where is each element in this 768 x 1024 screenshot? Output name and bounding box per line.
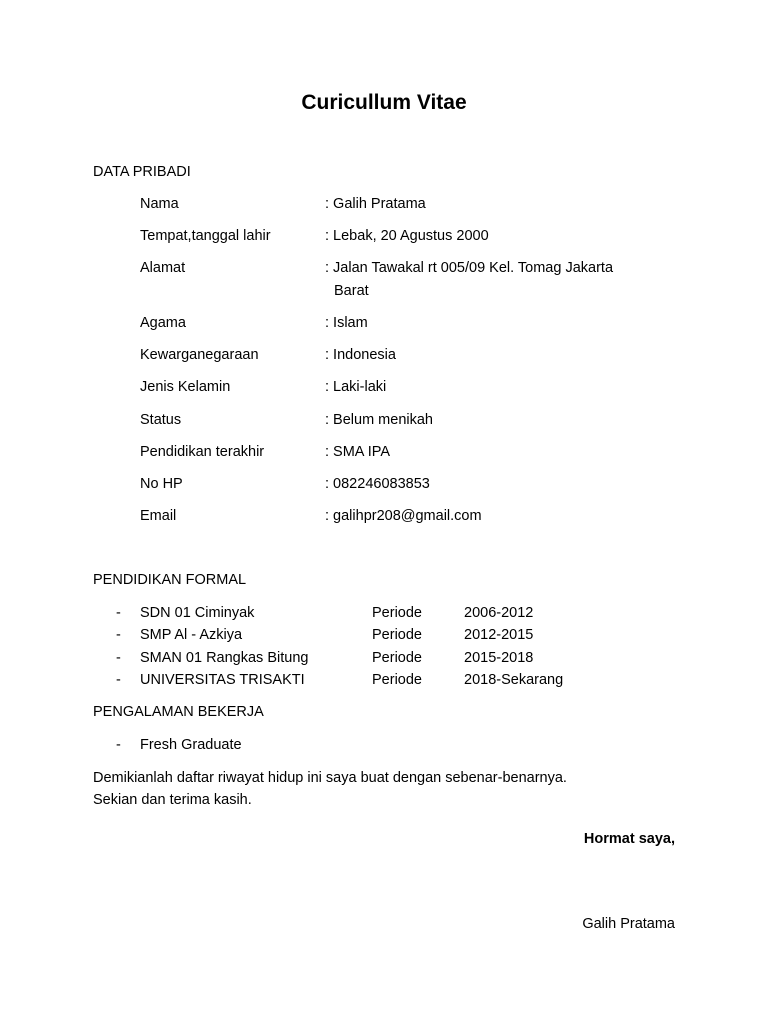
closing-line-1: Demikianlah daftar riwayat hidup ini saya buat dengan sebenar-benarnya. <box>93 770 567 786</box>
list-bullet: - <box>116 672 121 688</box>
field-value-ttl: : Lebak, 20 Agustus 2000 <box>325 228 489 244</box>
field-label-no-hp: No HP <box>140 476 183 492</box>
signature-greeting: Hormat saya, <box>583 831 675 847</box>
field-label-agama: Agama <box>140 315 186 331</box>
list-bullet: - <box>116 627 121 643</box>
education-school: SMP Al - Azkiya <box>140 627 243 643</box>
field-label-ttl: Tempat,tanggal lahir <box>140 228 271 244</box>
field-label-jenis-kelamin: Jenis Kelamin <box>140 379 231 395</box>
education-years: 2018-Sekarang <box>464 672 564 688</box>
education-school: SDN 01 Ciminyak <box>140 605 255 621</box>
signature-name: Galih Pratama <box>582 916 675 932</box>
page-title: Curicullum Vitae <box>301 91 467 114</box>
field-label-kewarganegaraan: Kewarganegaraan <box>140 347 259 363</box>
field-value-pendidikan-terakhir: : SMA IPA <box>325 444 391 460</box>
list-bullet: - <box>116 605 121 621</box>
field-value-no-hp: : 082246083853 <box>325 476 430 492</box>
field-value-jenis-kelamin: : Laki-laki <box>325 379 387 395</box>
field-label-status: Status <box>140 412 182 428</box>
field-label-pendidikan-terakhir: Pendidikan terakhir <box>140 444 265 460</box>
field-value-alamat-cont: Barat <box>334 283 369 299</box>
education-school: UNIVERSITAS TRISAKTI <box>140 672 305 688</box>
education-periode: Periode <box>372 605 422 621</box>
experience-item: Fresh Graduate <box>140 737 242 753</box>
field-value-agama: : Islam <box>325 315 368 331</box>
field-value-kewarganegaraan: : Indonesia <box>325 347 396 363</box>
closing-line-2: Sekian dan terima kasih. <box>93 792 252 808</box>
field-label-nama: Nama <box>140 196 179 212</box>
education-years: 2006-2012 <box>464 605 534 621</box>
section-heading-pengalaman: PENGALAMAN BEKERJA <box>93 704 264 720</box>
education-school: SMAN 01 Rangkas Bitung <box>140 650 309 666</box>
field-value-nama: : Galih Pratama <box>325 196 426 212</box>
education-years: 2015-2018 <box>464 650 534 666</box>
field-value-status: : Belum menikah <box>325 412 433 428</box>
section-heading-data-pribadi: DATA PRIBADI <box>93 164 191 180</box>
field-value-email: : galihpr208@gmail.com <box>325 508 482 524</box>
list-bullet: - <box>116 650 121 666</box>
education-years: 2012-2015 <box>464 627 534 643</box>
field-value-alamat: : Jalan Tawakal rt 005/09 Kel. Tomag Jakarta <box>325 260 614 276</box>
field-label-email: Email <box>140 508 177 524</box>
education-periode: Periode <box>372 650 422 666</box>
education-periode: Periode <box>372 672 422 688</box>
field-label-alamat: Alamat <box>140 260 186 276</box>
section-heading-pendidikan: PENDIDIKAN FORMAL <box>93 572 247 588</box>
education-periode: Periode <box>372 627 422 643</box>
list-bullet: - <box>116 737 121 753</box>
